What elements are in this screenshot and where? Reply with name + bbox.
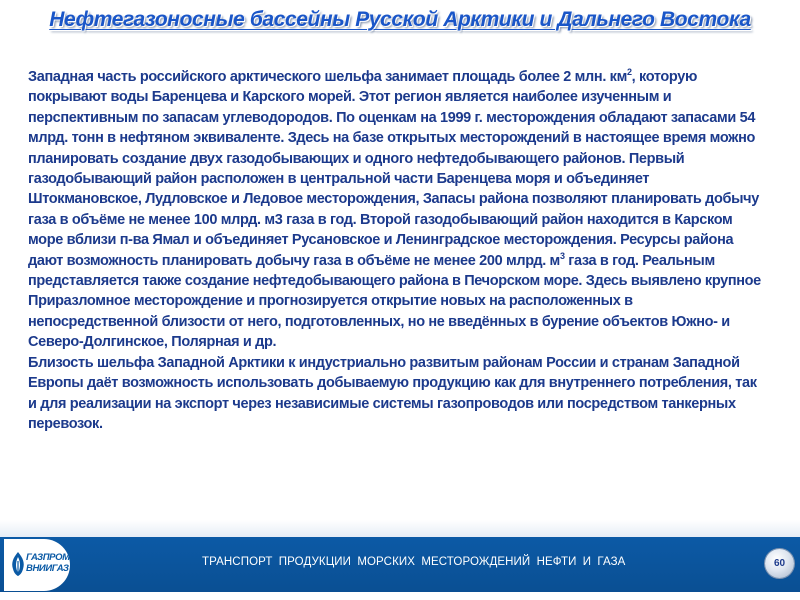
gazprom-vniigaz-logo [4,539,70,591]
paragraph-1 [28,67,766,353]
footer-fade [0,520,800,537]
footer-caption: ТРАНСПОРТ ПРОДУКЦИИ МОРСКИХ МЕСТОРОЖДЕНИЙ НЕФТИ И ГАЗА [202,556,626,568]
logo-line-1: ГАЗПРОМ [26,552,70,563]
paragraph-2: Близость шельфа Западной Арктики к индустриально развитым районам России и странам Западной Европы даёт возможность использовать добываемую продукцию как для внутреннего потребления, так и для реализации на экспорт через независимые системы газопроводов или посредством танкерных перевозок. [28,354,757,432]
paragraph-1-part-1: Западная часть российского арктического шельфа занимает площадь более 2 млн. км [28,69,627,85]
gazprom-flame-icon [10,551,26,577]
page-title: Нефтегазоносные бассейны Русской Арктики и Дальнего Востока [49,8,751,31]
logo-line-2: ВНИИГАЗ [26,563,69,574]
superscript-3: 3 [559,250,565,261]
page-number: 60 [773,558,786,569]
logo-text [26,552,68,574]
superscript-2: 2 [626,67,632,78]
paragraph-1-part-3: газа в год. Реальным представляется также создание нефтедобывающего района в Печорском море. Здесь выявлено крупное Приразломное месторождение и прогнозируется открытие новых на расположенных в непосредственной близости от него, подготовленных, но не введённых в бурение объектов Южно- и Северо-Долгинское, Полярная и др. [28,252,761,351]
paragraph-1-part-2: , которую покрывают воды Баренцева и Карского морей. Этот регион является наиболее изученным и перспективным по запасам углеводородов. По оценкам на 1999 г. месторождения обладают запасами 54 млрд. тонн в нефтяном эквиваленте. Здесь на базе открытых месторождений в настоящее время можно планировать создание двух газодобывающих и одного нефтедобывающего районов. Первый газодобывающий район расположен в центральной части Баренцева моря и объединяет Штокмановское, Лудловское и Ледовое месторождения, Запасы района позволяют планировать добычу газа в объёме не менее 100 млрд. м3 газа в год. Второй газодобывающий район находится в Карском море вблизи п-ва Ямал и объединяет Русановское и Ленинградское месторождения. Ресурсы района дают возможность планировать добычу газа в объёме не менее 200 млрд. м [28,69,759,269]
page-number-badge [765,549,794,578]
footer-bottom-strip [0,592,800,600]
main-text [28,67,766,434]
